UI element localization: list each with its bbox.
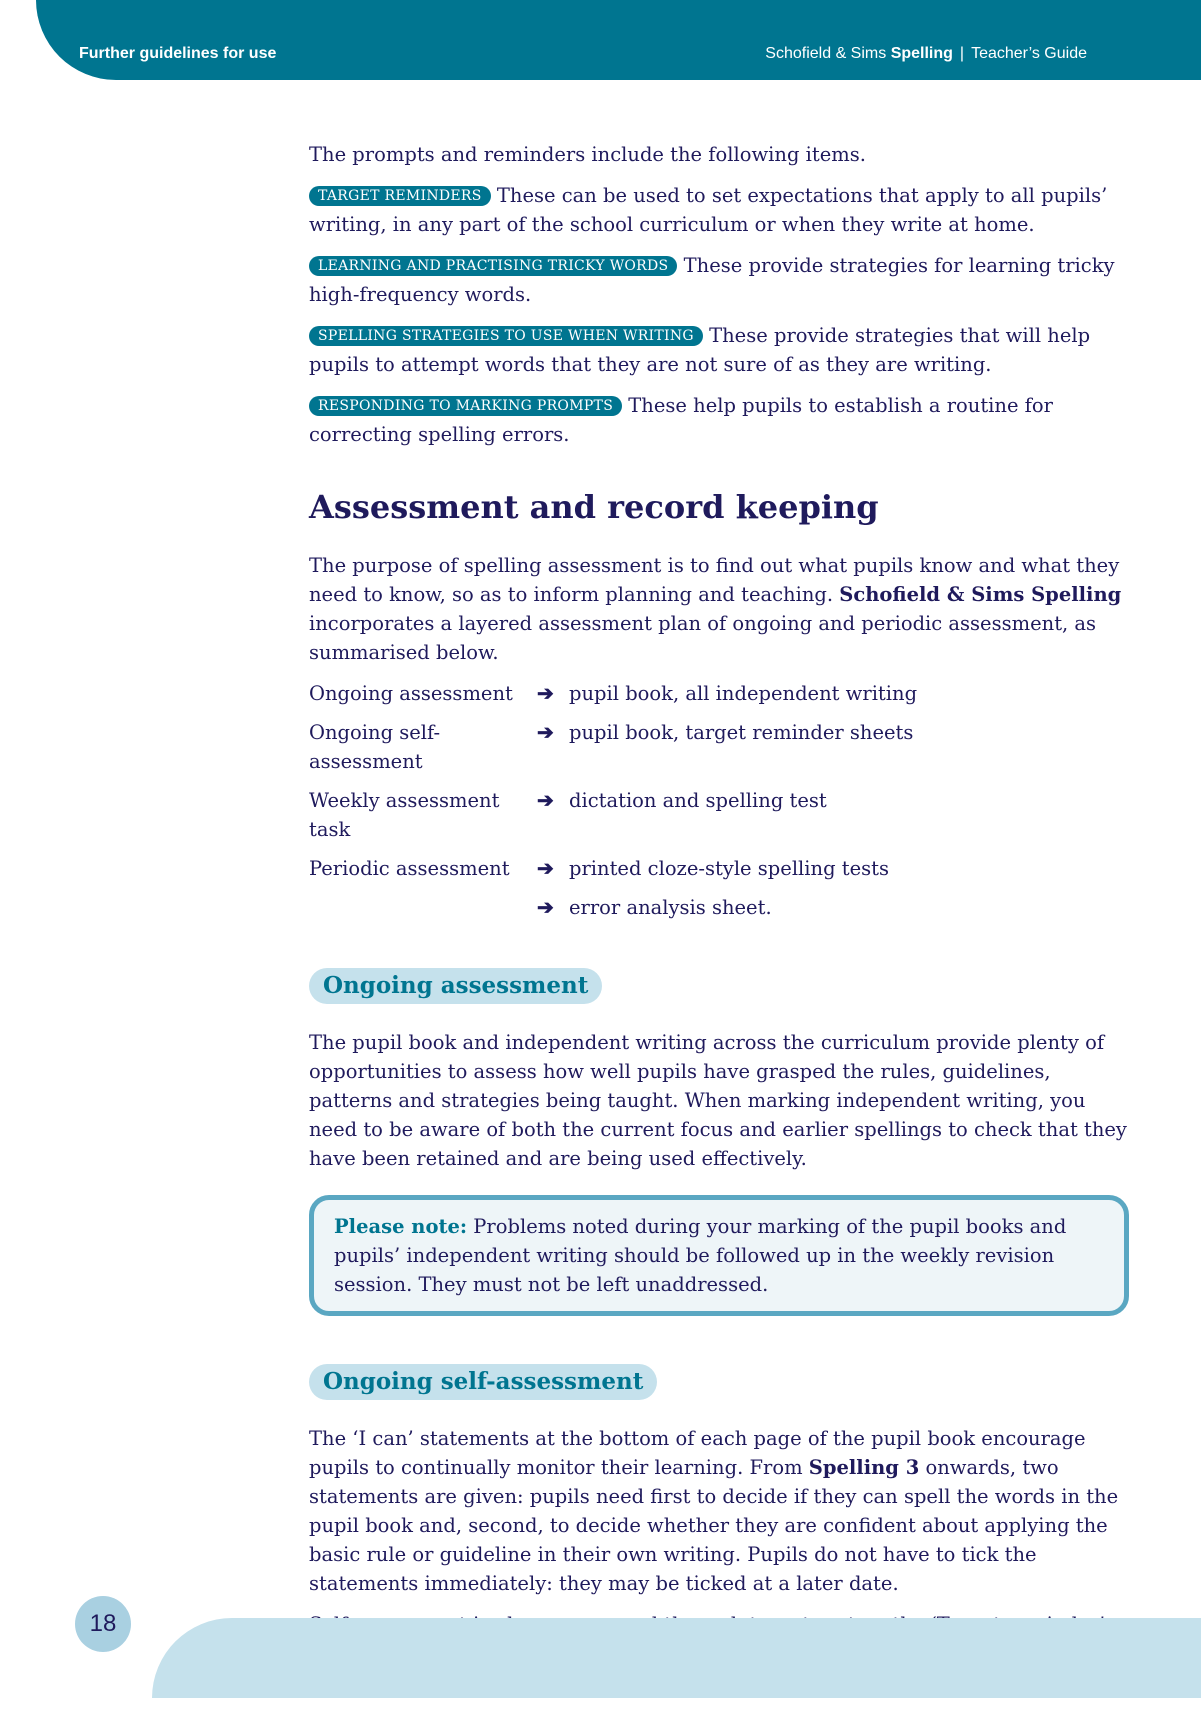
brand-prefix: Schofield & Sims — [765, 45, 887, 62]
assessment-plan-table — [309, 679, 1129, 922]
header-brand — [765, 45, 1087, 63]
self-assessment-paragraph — [309, 1424, 1129, 1598]
header-band — [36, 0, 1201, 80]
assessment-type: Ongoing self-assessment — [309, 721, 441, 773]
header-separator: | — [959, 45, 965, 62]
assessment-method: printed cloze-style spelling tests — [569, 857, 889, 880]
self-bold: Spelling 3 — [808, 1456, 920, 1479]
arrow-icon: ➔ — [537, 788, 554, 812]
assessment-method: error analysis sheet. — [569, 896, 772, 919]
self-text: onwards, two statements are given: pupils need first to decide if they can spell the words in the pupil book and, second, to decide whether they are confident about applying the basic rule or guideline in their own writing. Pupils do not have to tick the statements immediately: they may be ticked at a later date. — [309, 1456, 1119, 1595]
main-content — [309, 140, 1129, 1709]
assessment-type: Ongoing assessment — [309, 682, 513, 705]
ongoing-assessment-heading: Ongoing assessment — [309, 968, 602, 1004]
please-note-box — [309, 1195, 1129, 1316]
assessment-text: incorporates a layered assessment plan of ongoing and periodic assessment, as summarised below. — [309, 612, 1097, 664]
assessment-text: The purpose of spelling assessment is to find out what pupils know and what they need to know, so as to inform planning and teaching. — [309, 554, 1120, 606]
assessment-type: Periodic assessment — [309, 857, 510, 880]
self-assessment-heading: Ongoing self-assessment — [309, 1364, 657, 1400]
header-section-title: Further guidelines for use — [79, 45, 277, 62]
prompt-label: SPELLING STRATEGIES TO USE WHEN WRITING — [309, 326, 703, 346]
assessment-method: dictation and spelling test — [569, 789, 827, 812]
assessment-method: pupil book, all independent writing — [569, 682, 918, 705]
assessment-heading: Assessment and record keeping — [309, 488, 879, 526]
arrow-icon: ➔ — [537, 720, 554, 744]
prompt-label: LEARNING AND PRACTISING TRICKY WORDS — [309, 256, 677, 276]
prompt-item — [309, 251, 1129, 309]
guide-title: Teacher’s Guide — [971, 45, 1087, 62]
ongoing-paragraph: The pupil book and independent writing across the curriculum provide plenty of opportunities to assess how well pupils have grasped the rules, guidelines, patterns and strategies being taught. When marking independent writing, you need to be aware of both the current focus and earlier spellings to check that they have been retained and are being used effectively. — [309, 1031, 1127, 1170]
page-number: 18 — [75, 1596, 131, 1652]
prompt-text: These can be used to set expectations that apply to all pupils’ writing, in any part of the school curriculum or when they write at home. — [309, 184, 1108, 236]
note-text: Problems noted during your marking of the pupil books and pupils’ independent writing should be followed up in the weekly revision session. They must not be left unaddressed. — [334, 1215, 1067, 1296]
footer-band — [152, 1618, 1201, 1698]
prompt-label: TARGET REMINDERS — [309, 186, 491, 206]
assessment-method: pupil book, target reminder sheets — [569, 721, 914, 744]
prompt-text: These provide strategies for learning tricky high-frequency words. — [309, 254, 1115, 306]
assessment-bold: Schofield & Sims Spelling — [839, 583, 1122, 606]
self-text: The ‘I can’ statements at the bottom of each page of the pupil book encourage pupils to continually monitor their learning. From — [309, 1427, 1086, 1479]
assessment-type: Weekly assessment task — [309, 789, 500, 841]
prompt-item — [309, 391, 1129, 449]
assessment-paragraph — [309, 551, 1129, 667]
assessment-type — [309, 893, 537, 922]
prompt-label: RESPONDING TO MARKING PROMPTS — [309, 396, 622, 416]
brand-bold: Spelling — [890, 45, 953, 62]
prompt-text: These help pupils to establish a routine for correcting spelling errors. — [309, 394, 1053, 446]
arrow-icon: ➔ — [537, 895, 554, 919]
note-label: Please note: — [334, 1215, 468, 1238]
intro-paragraph: The prompts and reminders include the following items. — [309, 143, 866, 166]
prompt-text: These provide strategies that will help pupils to attempt words that they are not sure of as they are writing. — [309, 324, 1091, 376]
arrow-icon: ➔ — [537, 856, 554, 880]
prompt-item — [309, 181, 1129, 239]
arrow-icon: ➔ — [537, 681, 554, 705]
prompt-item — [309, 321, 1129, 379]
